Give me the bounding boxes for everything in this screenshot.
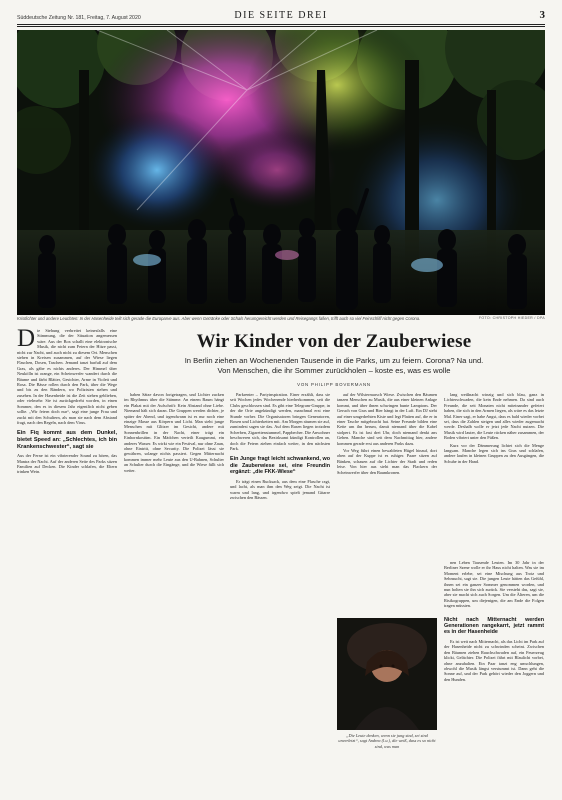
paragraph: lang weißnacht winzig und sich blau, ganz in Lichterschwaden, die kein Ende nehmen. Da sind auch Freunde, die seit Monaten nicht miteinander gefeiert haben, die sich in den Armen liegen, als wäre es das letzte Mal. Einer sagt, er habe Angst, dass es bald wieder vorbei sei, dass die Zahlen steigen und alles wieder zugemacht werde. Deshalb wolle er jetzt jede Nacht nutzen. Die Musik wird lauter, die Leute rücken näher zusammen, der Boden vibriert unter den Füßen. — [444, 392, 544, 441]
page-number: 3 — [539, 9, 545, 21]
paragraph: haben Sätze davon fortgetragen, und Lichter zucken im Rhythmus über die Stämme. An einem Baum hängt ein Plakat mit der Aufschrift: Kein Abstand ohne Liebe. Niemand hält sich daran. Die Gruppen werden dichter, je später der Abend, und irgendwann ist es nur noch eine einzige Masse aus Körpern und Licht. Man sieht junge Menschen mit Glitzer im Gesicht, andere mit Sonnenbrillen in der Nacht, einer trägt ein Einhornkostüm. Ein Mädchen verteilt Kaugummi, ein anderes Wasser. Es wirkt wie ein Festival, nur ohne Zaun, ohne Eintritt, ohne Security. Die Polizei lässt sie gewähren, solange nichts passiert. Gegen Mitternacht kommen immer mehr Leute aus den U-Bahnen, Schulter an Schulter durch die Eingänge, und die Wiese füllt sich weiter. — [124, 392, 224, 473]
subheadline — [128, 356, 540, 376]
pull-quote-2: Ein Junge fragt leicht schwankend, wo die Zauberwiese sei, eine Freundin ergänzt: „die FKK-Wiese“ — [230, 456, 330, 476]
paragraph: Kurz vor der Dämmerung lichtet sich die Menge langsam. Manche legen sich ins Gras und schlafen, andere laufen in kleinen Gruppen zu den Ausgängen, die Schuhe in der Hand. — [444, 442, 544, 464]
inset-photo — [337, 618, 437, 730]
paragraph: auf der Wilstermarsch Wiese. Zwischen den Bäumen tanzen Menschen zu Musik, die aus einer kleinen Anlage kommt, und über ihnen schwingen bunte Lampions. Der Geruch von Gras und Bier hängt in der Luft. Ein DJ steht auf einer umgedrehten Kiste und legt Platten auf, die er in einer Tasche mitgebracht hat. Seine Freunde bilden eine Kette um ihn herum, damit niemand über die Kabel stolpert. Es ist fast drei Uhr, doch niemand denkt ans Gehen. Manche sind seit dem Nachmittag hier, andere kommen gerade erst aus anderen Parks dazu. — [337, 392, 437, 446]
top-rule — [17, 24, 545, 25]
dek-line-2: Von Menschen, die ihr Sommer zurückholen – koste es, was es wolle — [217, 366, 451, 375]
article-column-6 — [444, 560, 544, 684]
article-column-left — [17, 328, 117, 477]
paragraph: Er trägt einen Rucksack, aus dem eine Flasche ragt, und lacht, als man ihm den Weg zeigt. Die Nacht ist warm und lang, und irgendwo spielt jemand Gitarre zwischen den Bässen. — [230, 478, 330, 500]
dropcap: D — [17, 328, 36, 352]
section-title: DIE SEITE DREI — [234, 10, 328, 21]
article-column-4 — [337, 392, 437, 477]
article-column-5 — [444, 392, 544, 466]
inset-caption: „Die Leute denken, wenn sie jung sind, sei sind unverletzt“, sagt Andrea (l.u.), die weiß, dass es so nicht sind, was man — [338, 733, 436, 749]
top-rule-thin — [17, 26, 545, 27]
pull-quote-3: Nicht nach Mitternacht werden Generationen rangekarrt, jetzt rammt es in der Hasenheide — [444, 616, 544, 636]
masthead — [17, 7, 545, 21]
issue-info: Süddeutsche Zeitung Nr. 181, Freitag, 7. August 2020 — [17, 15, 141, 21]
article-column-3 — [230, 392, 330, 502]
paragraph: Vor Weg führt einen bewaldeten Hügel hinauf, dort oben auf der Kuppe ist es ruhiger. Paare sitzen auf Bänken, schauen auf die Lichter der Stadt und reden leise. Von hier aus sieht man das Flackern der Scheinwerfer über den Baumkronen. — [337, 448, 437, 475]
byline: VON PHILIPP BOVERMANN — [297, 382, 371, 387]
lead-photo — [17, 30, 545, 315]
photo-credit: FOTO: CHRISTOPH HIEDER / DPA — [478, 316, 545, 320]
article-column-2 — [124, 392, 224, 475]
dek-line-1: In Berlin ziehen an Wochenenden Tausende in die Parks, um zu feiern. Corona? Na und. — [184, 356, 484, 365]
lead-paragraph: ie Stehung verbreitet keinesfalls eine Stimmung, die der Situation angemessen wäre. Aus der Box schallt eine elektronische Musik, die nicht zum Feiern der Hitze passt, nicht zur Nacht, und auch nicht zu diesem Ort. Menschen stehen in Kreisen zusammen, auf der Wiese liegen Flaschen, Dosen, Taschen. Jemand tanzt barfuß auf dem Gras, als gäbe es nichts anderes. Der Himmel über Neukölln ist orange, ein Scheinwerfer wandert durch die Bäume und färbt Blätter, Gesichter, Arme in Violett und Rosa. Die Bässe rollen durch den Park, über die Wege und bis zu den Rändern, wo Polizisten stehen und zusehen. In der Hasenheide ist die Zeit stehen geblieben, oder vielmehr: Sie ist zurückgedreht worden, in einen Sommer, den es in diesem Jahr eigentlich nicht geben sollte. „Wir feiern doch nur“, sagt eine junge Frau und zuckt mit den Schultern, als man sie nach dem Abstand fragt, nach den Regeln, nach dem Virus. — [17, 328, 117, 425]
photo-caption: Kristlichter und andere Leuchten: In der Hasenheide teilt sich gerade die Europarve aus. Aber wenn Getränke oder Schals herumgereicht werden und Reisegangs fallen, trifft auch so viel Feinschliff nicht gegen Corona. — [17, 316, 421, 321]
paragraph: Parkrenter – Partyinspiration. Einer erzählt, dass sie seit Wochen jedes Wochenende hierherkommen, seit die Clubs geschlossen sind. Es gibt eine Telegram-Gruppe, in der die Orte angekündigt werden, manchmal erst eine Stunde vorher. Die Organisatoren bringen Generatoren, Boxen und Lichterketten mit. Am Morgen räumen sie auf, zumindest sagen sie das. Auf dem Rasen liegen trotzdem Scherben, Zigarettenstummel, Pappbecher. Die Anwohner beschweren sich, das Bezirksamt kündigt Kontrollen an, doch die Feiern ziehen einfach weiter, in den nächsten Park. — [230, 392, 330, 452]
pull-quote-1: Ein Fiq kommt aus dem Dunkel, bietet Speed an: „Schlechtes, ich bin Krankenschwester“, sagt sie — [17, 430, 117, 450]
paragraph: Es ist weit nach Mitternacht, als das Licht im Park auf der Hasenheide nicht zu schwinden scheint. Zwischen den Bäumen ziehen Rauchschwaden auf, ein Feuerzeug klickt, Gelächter. Die Polizei fährt mit Blaulicht vorbei, ohne anzuhalten. Ein Paar tanzt eng umschlungen, obwohl die Musik längst verstummt ist. Dann geht die Sonne auf, und der Park gehört wieder den Joggern und den Hunden. — [444, 638, 544, 682]
paragraph: nen Leben Tausende Leuten. Im 30 Jahr in der Berliner Szene wolle er ihr Haus nicht halten. Was sie im Moment erlebe, sei eine Mischung aus Trotz und Sehnsucht, sagt sie. Die jungen Leute hätten das Gefühl, ihnen sei ein ganzer Sommer genommen worden, und nun holten sie ihn sich zurück. Sie versteht das, sagt sie, aber sie macht sich auch Sorgen. Um die Älteren, um die Risikogruppen, um diejenigen, die am Ende die Folgen tragen müssten. — [444, 560, 544, 609]
paragraph: Aus der Ferne ist ein vibrierender Sound zu hören, das Mantra der Nacht. Auf der anderen Seite des Parks sitzen Familien auf Decken. Die Kinder schlafen, die Eltern trinken Wein. — [17, 453, 117, 475]
headline: Wir Kinder von der Zauberwiese — [196, 331, 472, 352]
